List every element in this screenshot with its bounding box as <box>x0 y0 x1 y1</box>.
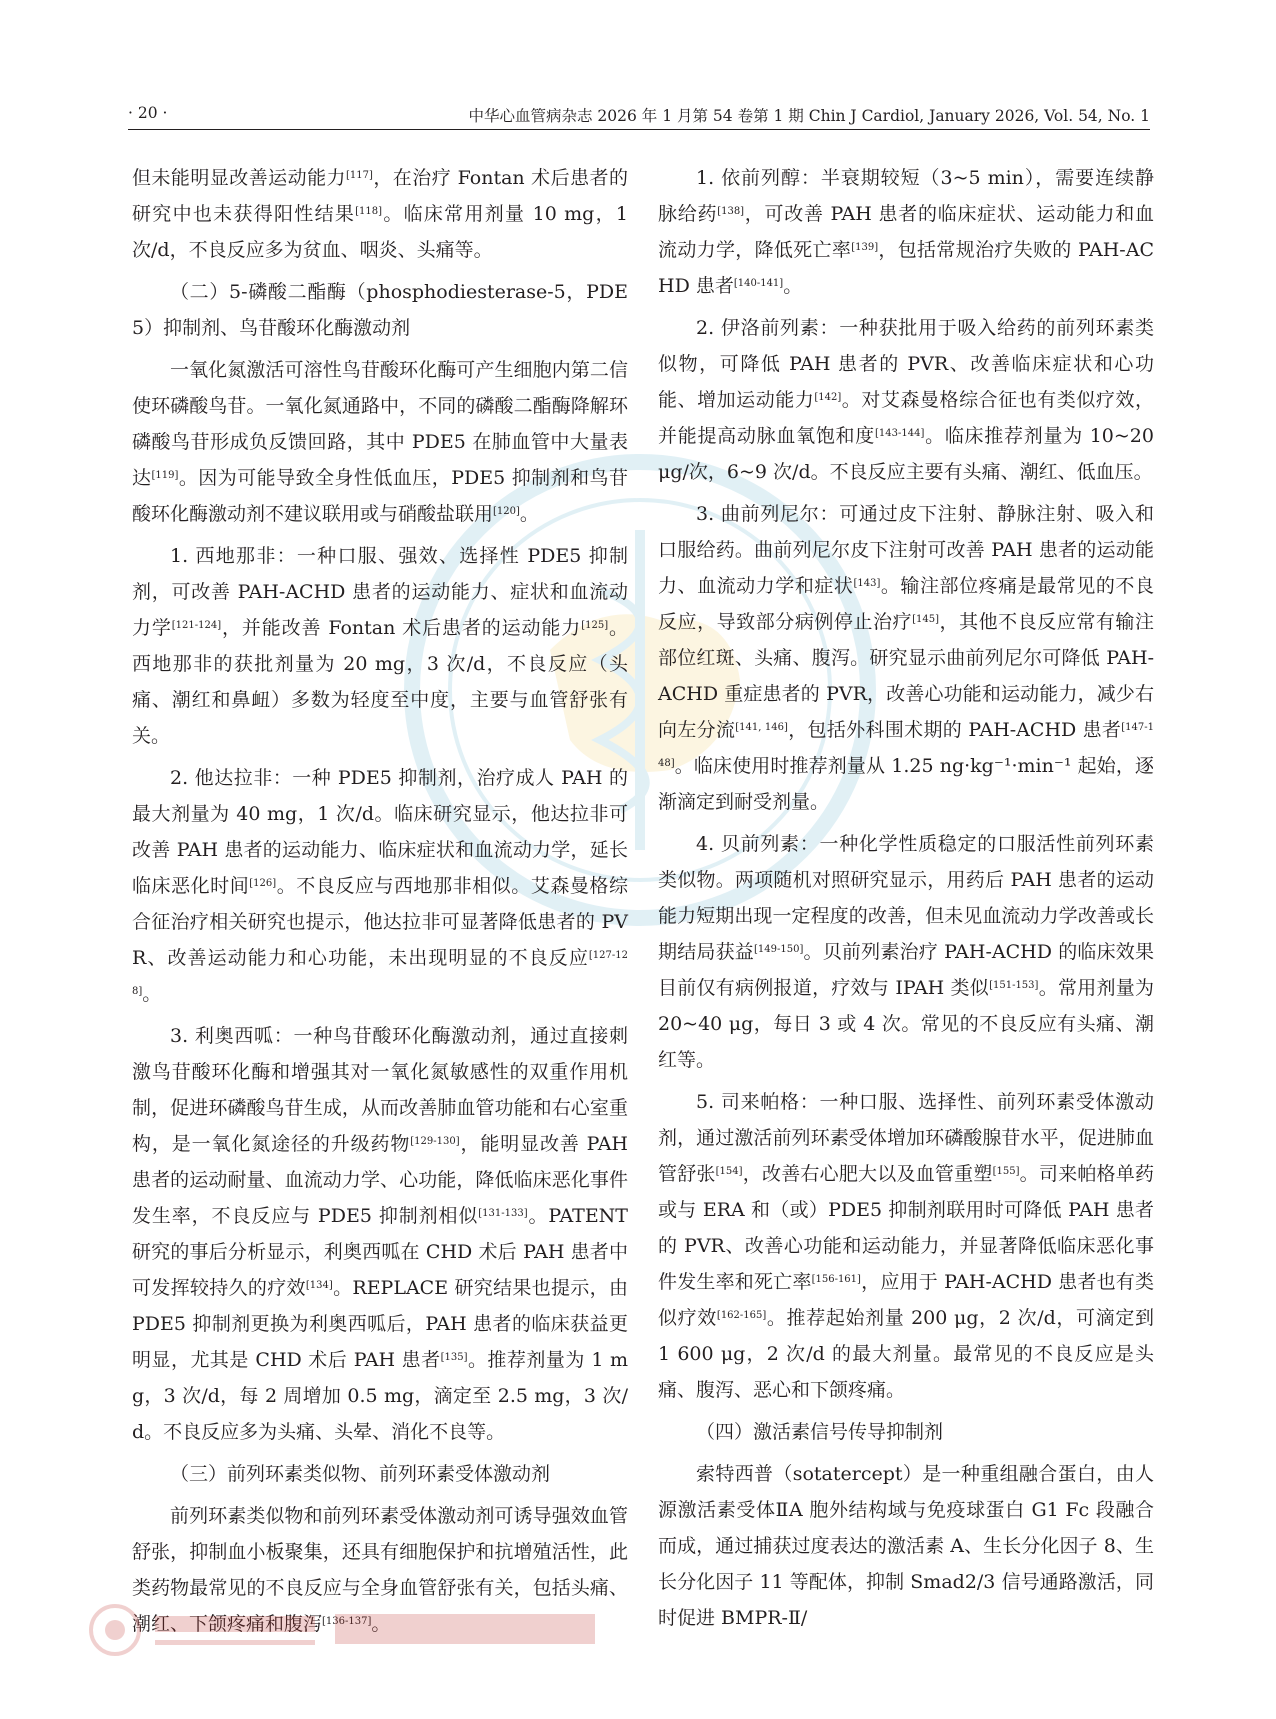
citation-ref: [125] <box>581 620 609 631</box>
text-run: 3. 利奥西呱：一种鸟苷酸环化酶激动剂，通过直接刺激鸟苷酸环化酶和增强其对一氧化氮敏感性的双重作用机制，促进环磷酸鸟苷生成，从而改善肺血管功能和右心室重构，是一氧化氮途径的升级药物 <box>132 1025 628 1155</box>
page-number: · 20 · <box>128 104 168 122</box>
text-run: （三）前列环素类似物、前列环素受体激动剂 <box>170 1463 551 1485</box>
text-run: （四）激活素信号传导抑制剂 <box>696 1421 944 1443</box>
text-run: 4. 贝前列素：一种化学性质稳定的口服活性前列环素类似物。两项随机对照研究显示，用药后 PAH 患者的运动能力短期出现一定程度的改善，但未见血流动力学改善或长期结局获益 <box>658 833 1154 963</box>
paragraph <box>132 1498 628 1642</box>
text-run: 。推荐起始剂量 200 μg，2 次/d，可滴定到 1 600 μg，2 次/d 的最大剂量。最常见的不良反应是头痛、腹泻、恶心和下颌疼痛。 <box>658 1307 1154 1401</box>
text-run: ，应用于 PAH-ACHD 患者也有类似疗效 <box>658 1271 1154 1329</box>
text-run: （二）5-磷酸二酯酶（phosphodiesterase-5，PDE5）抑制剂、鸟苷酸环化酶激动剂 <box>132 281 628 339</box>
text-run: ，并能改善 Fontan 术后患者的运动能力 <box>221 617 582 639</box>
citation-ref: [136-137] <box>322 1616 372 1627</box>
citation-ref: [162-165] <box>716 1310 767 1321</box>
paragraph <box>658 826 1154 1078</box>
text-run: ，包括常规治疗失败的 PAH-ACHD 患者 <box>658 239 1154 297</box>
header-rule <box>128 129 1150 130</box>
citation-ref: [118] <box>355 206 383 217</box>
citation-ref: [126] <box>249 878 277 889</box>
citation-ref: [120] <box>493 506 520 517</box>
citation-ref: [134] <box>305 1280 333 1291</box>
text-run: 。临床推荐剂量为 10~20 μg/次，6~9 次/d。不良反应主要有头痛、潮红、低血压。 <box>658 425 1154 483</box>
citation-ref: [143-144] <box>875 428 925 439</box>
journal-info: 中华心血管病杂志 2026 年 1 月第 54 卷第 1 期 Chin J Cardiol, January 2026, Vol. 54, No. 1 <box>468 107 1150 125</box>
text-run: 1. 依前列醇：半衰期较短（3~5 min），需要连续静脉给药 <box>658 167 1154 225</box>
text-run: 2. 他达拉非：一种 PDE5 抑制剂，治疗成人 PAH 的最大剂量为 40 mg，1 次/d。临床研究显示，他达拉非可改善 PAH 患者的运动能力、临床症状和血流动力学，延长临床恶化时间 <box>132 767 628 897</box>
citation-ref: [121-124] <box>171 620 222 631</box>
citation-ref: [154] <box>715 1166 743 1177</box>
text-run: 。PATENT 研究的事后分析显示，利奥西呱在 CHD 术后 PAH 患者中可发挥较持久的疗效 <box>132 1205 628 1299</box>
text-run: 。 <box>142 983 162 1005</box>
paragraph <box>658 310 1154 490</box>
citation-ref: [117] <box>346 170 373 181</box>
paragraph <box>132 1018 628 1450</box>
text-run: 。不良反应与西地那非相似。艾森曼格综合征治疗相关研究也提示，他达拉非可显著降低患者的 PVR、改善运动能力和心功能，未出现明显的不良反应 <box>132 875 628 969</box>
text-run: 索特西普（sotatercept）是一种重组融合蛋白，由人源激活素受体ⅡA 胞外结构域与免疫球蛋白 G1 Fc 段融合而成，通过捕获过度表达的激活素 A、生长分化因子 8、生长分化因子 11 等配体，抑制 Smad2/3 信号通路激活，同时促进 BMPR-Ⅱ/ <box>658 1463 1154 1629</box>
text-run: 。对艾森曼格综合征也有类似疗效，并能提高动脉血氧饱和度 <box>658 389 1154 447</box>
citation-ref: [138] <box>717 206 745 217</box>
text-run: ，可改善 PAH 患者的临床症状、运动能力和血流动力学，降低死亡率 <box>658 203 1154 261</box>
text-run: ，能明显改善 PAH 患者的运动耐量、血流动力学、心功能，降低临床恶化事件发生率，不良反应与 PDE5 抑制剂相似 <box>132 1133 628 1227</box>
citation-ref: [143] <box>853 578 881 589</box>
text-run: 5. 司来帕格：一种口服、选择性、前列环素受体激动剂，通过激活前列环素受体增加环磷酸腺苷水平，促进肺血管舒张 <box>658 1091 1154 1185</box>
citation-ref: [156-161] <box>811 1274 861 1285</box>
citation-ref: [142] <box>814 392 842 403</box>
citation-ref: [129-130] <box>410 1136 460 1147</box>
paragraph <box>132 538 628 754</box>
paragraph <box>658 1456 1154 1636</box>
text-run: ，其他不良反应常有输注部位红斑、头痛、腹泻。研究显示曲前列尼尔可降低 PAH-ACHD 重症患者的 PVR，改善心功能和运动能力，减少右向左分流 <box>658 611 1154 741</box>
text-run: 一氧化氮激活可溶性鸟苷酸环化酶可产生细胞内第二信使环磷酸鸟苷。一氧化氮通路中，不同的磷酸二酯酶降解环磷酸鸟苷形成负反馈回路，其中 PDE5 在肺血管中大量表达 <box>132 359 628 489</box>
citation-ref: [131-133] <box>478 1208 528 1219</box>
paragraph <box>132 352 628 532</box>
citation-ref: [141, 146] <box>735 722 788 733</box>
text-run: 。贝前列素治疗 PAH-ACHD 的临床效果目前仅有病例报道，疗效与 IPAH 类似 <box>658 941 1154 999</box>
text-run: ，改善右心肥大以及血管重塑 <box>742 1163 993 1185</box>
citation-ref: [149-150] <box>753 944 804 955</box>
text-run: 1. 西地那非：一种口服、强效、选择性 PDE5 抑制剂，可改善 PAH-ACHD 患者的运动能力、症状和血流动力学 <box>132 545 628 639</box>
left-column <box>132 160 628 1648</box>
text-run: 。临床常用剂量 10 mg，1 次/d，不良反应多为贫血、咽炎、头痛等。 <box>132 203 628 261</box>
text-run: ，在治疗 Fontan 术后患者的研究中也未获得阳性结果 <box>132 167 628 225</box>
text-run: 3. 曲前列尼尔：可通过皮下注射、静脉注射、吸入和口服给药。曲前列尼尔皮下注射可改善 PAH 患者的运动能力、血流动力学和症状 <box>658 503 1154 597</box>
paragraph <box>132 760 628 1012</box>
text-run: 。 <box>371 1613 391 1635</box>
citation-ref: [127-128] <box>132 950 628 997</box>
right-column <box>658 160 1154 1642</box>
citation-ref: [151-153] <box>989 980 1039 991</box>
text-run: 。输注部位疼痛是最常见的不良反应，导致部分病例停止治疗 <box>658 575 1154 633</box>
text-run: 。 <box>519 503 539 525</box>
citation-ref: [139] <box>851 242 879 253</box>
text-run: 。REPLACE 研究结果也提示，由 PDE5 抑制剂更换为利奥西呱后，PAH 患者的临床获益更明显，尤其是 CHD 术后 PAH 患者 <box>132 1277 628 1371</box>
text-run: 。常用剂量为 20~40 μg，每日 3 或 4 次。常见的不良反应有头痛、潮红等。 <box>658 977 1154 1071</box>
text-run: 前列环素类似物和前列环素受体激动剂可诱导强效血管舒张，抑制血小板聚集，还具有细胞保护和抗增殖活性，此类药物最常见的不良反应与全身血管舒张有关，包括头痛、潮红、下颌疼痛和腹泻 <box>132 1505 628 1635</box>
paragraph <box>132 160 628 268</box>
citation-ref: [147-148] <box>658 722 1154 769</box>
text-run: 。司来帕格单药或与 ERA 和（或）PDE5 抑制剂联用时可降低 PAH 患者的 PVR、改善心功能和运动能力，并显著降低临床恶化事件发生率和死亡率 <box>658 1163 1154 1293</box>
citation-ref: [145] <box>912 614 939 625</box>
text-run: 。西地那非的获批剂量为 20 mg，3 次/d，不良反应（头痛、潮红和鼻衄）多数为轻度至中度，主要与血管舒张有关。 <box>132 617 628 747</box>
text-run: 。因为可能导致全身性低血压，PDE5 抑制剂和鸟苷酸环化酶激动剂不建议联用或与硝酸盐联用 <box>132 467 628 525</box>
paragraph <box>658 1414 1154 1450</box>
citation-ref: [119] <box>151 470 179 481</box>
paragraph <box>132 1456 628 1492</box>
paragraph <box>132 274 628 346</box>
text-run: 2. 伊洛前列素：一种获批用于吸入给药的前列环素类似物，可降低 PAH 患者的 PVR、改善临床症状和心功能、增加运动能力 <box>658 317 1154 411</box>
text-run: 但未能明显改善运动能力 <box>132 167 346 189</box>
text-run: 。临床使用时推荐剂量从 1.25 ng·kg⁻¹·min⁻¹ 起始，逐渐滴定到耐受剂量。 <box>658 755 1154 813</box>
text-run: 。 <box>783 275 803 297</box>
citation-ref: [140-141] <box>733 278 784 289</box>
citation-ref: [155] <box>992 1166 1020 1177</box>
text-run: 。推荐剂量为 1 mg，3 次/d，每 2 周增加 0.5 mg，滴定至 2.5 mg，3 次/d。不良反应多为头痛、头晕、消化不良等。 <box>132 1349 628 1443</box>
paragraph <box>658 496 1154 820</box>
running-header <box>128 98 1150 128</box>
paragraph <box>658 1084 1154 1408</box>
paragraph <box>658 160 1154 304</box>
text-run: ，包括外科围术期的 PAH-ACHD 患者 <box>787 719 1122 741</box>
citation-ref: [135] <box>440 1352 468 1363</box>
